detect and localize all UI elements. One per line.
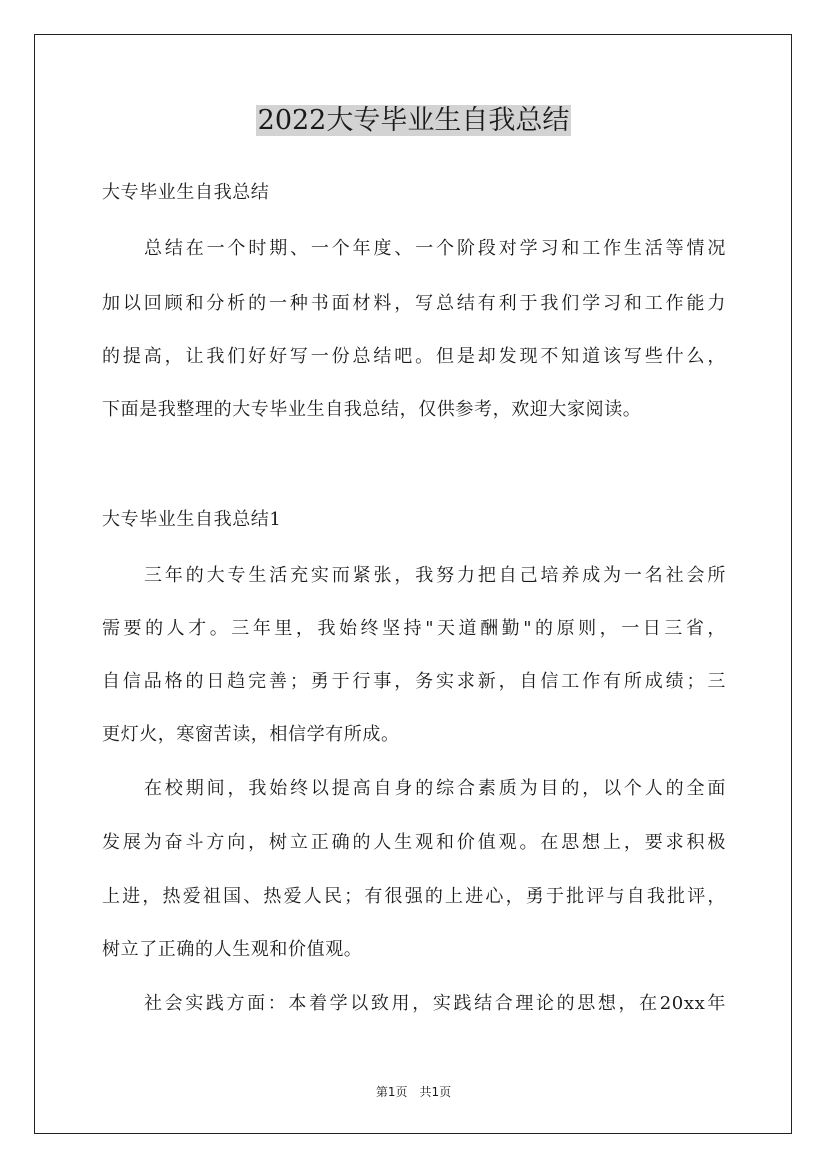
document-title-text: 2022大专毕业生自我总结: [257, 105, 570, 136]
paragraph-line: 加以回顾和分析的一种书面材料，写总结有利于我们学习和工作能力: [102, 293, 726, 314]
subheading: 大专毕业生自我总结1: [102, 509, 282, 530]
paragraph-line: 树立了正确的人生观和价值观。: [102, 939, 363, 960]
paragraph-line: 在校期间，我始终以提高自身的综合素质为目的，以个人的全面: [144, 778, 726, 799]
paragraph-line: 更灯火，寒窗苦读，相信学有所成。: [102, 724, 400, 745]
paragraph-line: 上进，热爱祖国、热爱人民；有很强的上进心，勇于批评与自我批评，: [102, 886, 726, 907]
document-title: [0, 101, 827, 141]
paragraph-line: 发展为奋斗方向，树立正确的人生观和价值观。在思想上，要求积极: [102, 832, 726, 853]
paragraph-line: 自信品格的日趋完善；勇于行事，务实求新，自信工作有所成绩；三: [102, 671, 726, 692]
paragraph-line: 的提高，让我们好好写一份总结吧。但是却发现不知道该写些什么，: [102, 346, 726, 367]
paragraph-line: 社会实践方面：本着学以致用，实践结合理论的思想，在20xx年: [144, 993, 726, 1014]
paragraph-line: 需要的人才。三年里，我始终坚持"天道酬勤"的原则，一日三省，: [102, 618, 726, 639]
paragraph-line: 三年的大专生活充实而紧张，我努力把自己培养成为一名社会所: [144, 565, 726, 586]
paragraph-line: 总结在一个时期、一个年度、一个阶段对学习和工作生活等情况: [144, 238, 726, 259]
subheading: 大专毕业生自我总结: [102, 182, 270, 203]
paragraph-line: 下面是我整理的大专毕业生自我总结，仅供参考，欢迎大家阅读。: [102, 399, 642, 420]
page-number-footer: 第1页 共1页: [375, 1085, 452, 1099]
